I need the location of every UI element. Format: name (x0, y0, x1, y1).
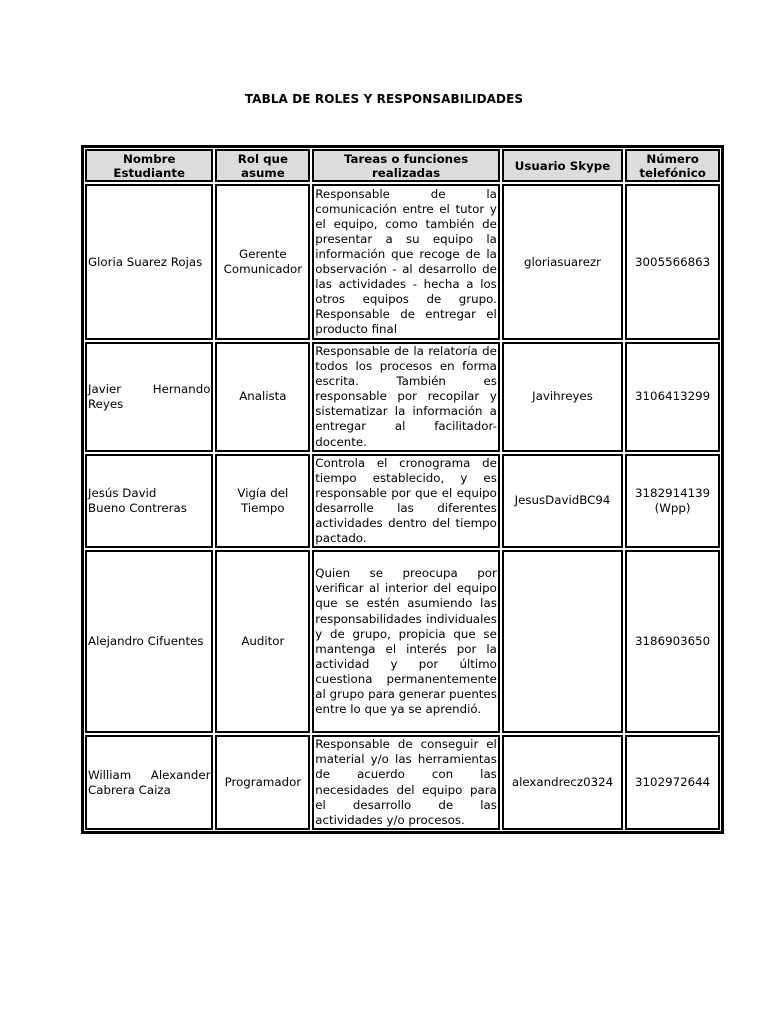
header-student-name: Nombre Estudiante (85, 149, 213, 182)
student-name-cell: Alejandro Cifuentes (85, 550, 213, 733)
role-cell: Programador (215, 735, 310, 830)
phone-number-cell: 3005566863 (625, 184, 720, 340)
tasks-cell: Responsable de conseguir el material y/o las herramientas de acuerdo con las necesidades del equipo para el desarrollo de las actividades y/o procesos. (312, 735, 500, 830)
role-cell: Vigía del Tiempo (215, 454, 310, 549)
table-row (85, 735, 720, 830)
table-header-row (85, 149, 720, 182)
role-cell: Analista (215, 342, 310, 452)
table-row (85, 550, 720, 733)
skype-user-cell (502, 550, 623, 733)
phone-number-cell: 3186903650 (625, 550, 720, 733)
student-name-cell: William Alexander Cabrera Caiza (85, 735, 213, 830)
skype-user-cell: JesusDavidBC94 (502, 454, 623, 549)
tasks-cell: Quien se preocupa por verificar al interior del equipo que se estén asumiendo las responsabilidades individuales y de grupo, propicia que se mantenga el interés por la actividad y por último cuestiona permanentemente al grupo para generar puentes entre lo que ya se aprendió. (312, 550, 500, 733)
student-name-cell: Gloria Suarez Rojas (85, 184, 213, 340)
phone-number-cell: 3102972644 (625, 735, 720, 830)
phone-number-cell: 3106413299 (625, 342, 720, 452)
roles-table (81, 145, 724, 834)
student-name-cell: Jesús David Bueno Contreras (85, 454, 213, 549)
role-cell: Auditor (215, 550, 310, 733)
skype-user-cell: gloriasuarezr (502, 184, 623, 340)
table-row (85, 454, 720, 549)
header-phone-number: Número telefónico (625, 149, 720, 182)
tasks-cell: Responsable de la relatoría de todos los procesos en forma escrita. También es responsable por recopilar y sistematizar la información a entregar al facilitador-docente. (312, 342, 500, 452)
header-tasks: Tareas o funciones realizadas (312, 149, 500, 182)
document-title: TABLA DE ROLES Y RESPONSABILIDADES (244, 92, 524, 106)
table-row (85, 342, 720, 452)
tasks-cell: Controla el cronograma de tiempo establecido, y es responsable por que el equipo desarrolle las diferentes actividades dentro del tiempo pactado. (312, 454, 500, 549)
tasks-cell: Responsable de la comunicación entre el tutor y el equipo, como también de presentar a su equipo la información que recoge de la observación - al desarrollo de las actividades - hecha a los otros equipos de grupo. Responsable de entregar el producto final (312, 184, 500, 340)
header-skype-user: Usuario Skype (502, 149, 623, 182)
skype-user-cell: alexandrecz0324 (502, 735, 623, 830)
phone-number-cell: 3182914139 (Wpp) (625, 454, 720, 549)
header-role: Rol que asume (215, 149, 310, 182)
student-name-cell: Javier Hernando Reyes (85, 342, 213, 452)
role-cell: Gerente Comunicador (215, 184, 310, 340)
table-row (85, 184, 720, 340)
skype-user-cell: Javihreyes (502, 342, 623, 452)
